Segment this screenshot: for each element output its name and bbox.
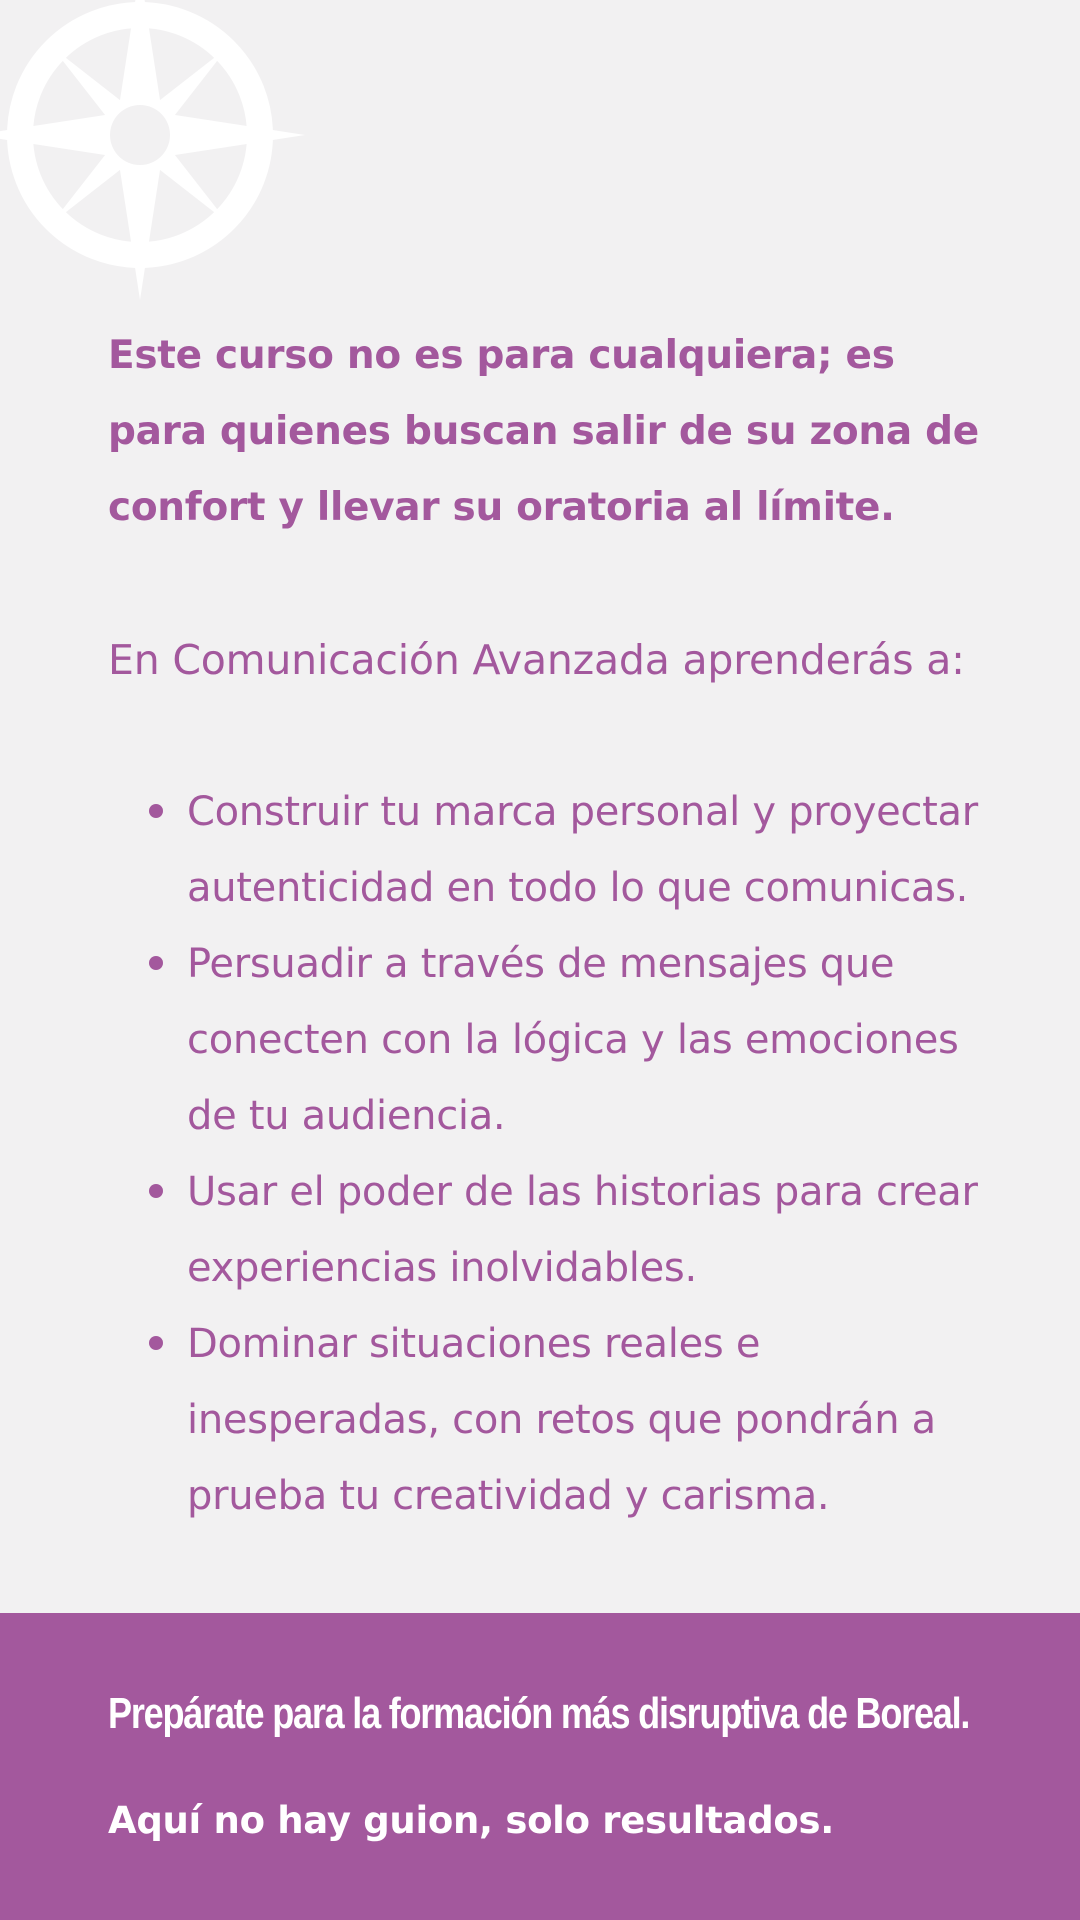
footer-headline: Prepárate para la formación más disruptiva de Boreal. — [108, 1689, 970, 1738]
bullet-icon — [149, 1336, 163, 1350]
footer-tagline: Aquí no hay guion, solo resultados. — [108, 1799, 834, 1842]
footer-banner — [0, 1613, 1080, 1920]
intro-statement: Este curso no es para cualquiera; es para quienes buscan salir de su zona de confort y llevar su oratoria al límite. — [108, 333, 979, 530]
list-item — [187, 1306, 1007, 1534]
bullet-icon — [149, 1184, 163, 1198]
benefit-list — [187, 774, 1007, 1534]
bullet-icon — [149, 956, 163, 970]
list-item — [187, 926, 1007, 1154]
compass-rose-icon — [0, 0, 320, 315]
list-item — [187, 1154, 1007, 1306]
benefit-text: Usar el poder de las historias para crear experiencias inolvidables. — [187, 1169, 978, 1291]
bullet-icon — [149, 804, 163, 818]
list-item — [187, 774, 1007, 926]
course-lead: En Comunicación Avanzada aprenderás a: — [108, 636, 965, 684]
benefit-text: Dominar situaciones reales e inesperadas, con retos que pondrán a prueba tu creatividad y carisma. — [187, 1321, 936, 1519]
benefit-text: Construir tu marca personal y proyectar autenticidad en todo lo que comunicas. — [187, 789, 978, 911]
benefit-text: Persuadir a través de mensajes que conecten con la lógica y las emociones de tu audiencia. — [187, 941, 959, 1139]
